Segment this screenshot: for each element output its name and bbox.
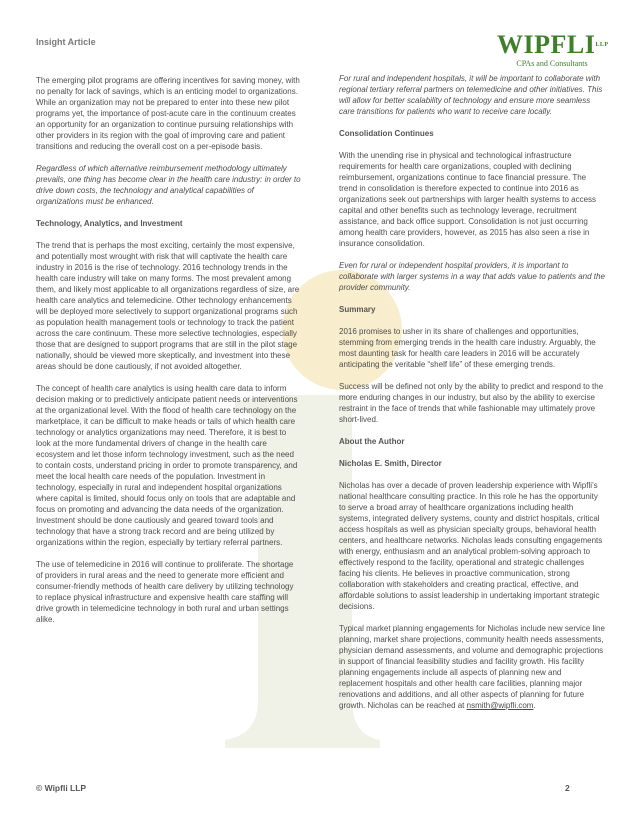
wipfli-logo xyxy=(497,32,607,68)
paragraph: With the unending rise in physical and technological infrastructure requirements for health care organizations, coupled with declining reimbursement, organizations continue to face financial pressure. The trend in consolidation is therefore expected to continue into 2016 as organizations seek out partnerships with larger health systems to access capital and other benefits such as technology leverage, recruitment assistance, and back office support. Consolidation is not just occurring among health care providers, however, as 2015 has also seen a rise in insurance consolidation. xyxy=(339,151,597,248)
section-heading: About the Author xyxy=(339,437,405,446)
paragraph: The concept of health care analytics is using health care data to inform decision making or to predictively anticipate patient needs or interventions at the organizational level. With the flood of health care technology on the marketplace, it can be difficult to make heads or tails of which health care technology or analytics organizations may need. Therefore, it is best to look at the more fundamental drivers of change in the health care ecosystem and let those inform technology investment, such as the need to contain costs, understand pricing in order to promote transparency, and meet the local health care needs of the population. Investment in technology, especially in rural and independent hospital organizations where capital is limited, should focus only on tools that are adaptable and focus on promoting and advancing the data needs of the organization. Investment should be done cautiously and geared toward tools and technology that have a strong track record and are being utilized by organizations within the region, especially by tertiary referral partners. xyxy=(36,384,298,547)
paragraph: The trend that is perhaps the most exciting, certainly the most expensive, and potentially most wrought with risk that will captivate the health care industry in 2016 is the rise of technology. 2016 technology trends in the health care industry will take on many forms. The most prevalent among them, and likely most applicable to all organizations regardless of size, are health care analytics and telemedicine. Other technology enhancements will be deployed more selectively to support organizational programs such as population health management tools or technology to track the patient across the care continuum. These more selective technologies, especially those that are designed to support programs that are still in the pilot stage nationally, should be viewed more skeptically, and investment into these areas should be done cautiously, if not avoided altogether. xyxy=(36,241,300,371)
author-email-link[interactable]: nsmith@wipfli.com xyxy=(466,701,534,710)
italic-paragraph: Regardless of which alternative reimbursement methodology ultimately prevails, one thing has become clear in the health care industry: in order to drive down costs, the technology and analytical capabilities of organizations must be enhanced. xyxy=(36,164,301,206)
paragraph: 2016 promises to usher in its share of challenges and opportunities, stemming from emerging trends in the health care industry. Arguably, the most daunting task for health care leaders in 2016 will be accurately anticipating the veritable “shelf life” of these emerging trends. xyxy=(339,327,596,369)
italic-paragraph: Even for rural or independent hospital providers, it is important to collaborate with larger systems in a way that adds value to patients and the provider community. xyxy=(339,261,605,292)
logo-wordmark: WIPFLI xyxy=(497,30,596,59)
paragraph: The emerging pilot programs are offering incentives for saving money, with no penalty for lack of savings, which is an enticing model to organizations. While an organization may not be prepared to enter into these new pilot programs yet, the importance of post-acute care in the continuum creates an opportunity for an organization to continue pursuing relationships with other providers in its region with the goal of improving care and patient transitions and reducing the overall cost on a per-episode basis. xyxy=(36,76,300,151)
left-column xyxy=(36,75,302,636)
footer-copyright: © Wipfli LLP xyxy=(36,783,87,793)
paragraph: Success will be defined not only by the ability to predict and respond to the more enduring changes in our industry, but also by the ability to exercise restraint in the face of trends that while fashionable may ultimately prove short-lived. xyxy=(339,382,604,424)
logo-tagline: CPAs and Consultants xyxy=(516,59,588,68)
section-heading: Consolidation Continues xyxy=(339,129,434,138)
author-name: Nicholas E. Smith, Director xyxy=(339,459,442,468)
italic-paragraph: For rural and independent hospitals, it will be important to collaborate with regional tertiary referral partners on telemedicine and other initiatives. This will allow for better scalability of technology and ensure more seamless care transitions for patients who want to receive care locally. xyxy=(339,74,603,116)
paragraph-text: Typical market planning engagements for Nicholas include new service line planning, market share projections, community health needs assessments, physician demand assessments, and volume and demographic projections in support of financial feasibility studies and facility growth. His facility planning engagements include all aspects of planning new and replacement hospitals and other health care facilities, planning major renovations and additions, and all other aspects of planning for future growth. Nicholas can be reached at xyxy=(339,624,605,710)
right-column xyxy=(339,73,605,722)
paragraph-end: . xyxy=(533,701,536,710)
paragraph: Nicholas has over a decade of proven leadership experience with Wipfli’s national healthcare consulting practice. In this role he has the opportunity to serve a broad array of healthcare organizations including health systems, integrated delivery systems, county and district hospitals, critical access hospitals as well as physician specialty groups, behavioral health centers, and healthcare networks. Nicholas leads consulting engagements with energy, enthusiasm and an analytical problem-solving approach to effectively respond to the facility, operational and strategic challenges facing his clients. He believes in proactive communication, strong collaboration with stakeholders and creating practical, effective, and affordable solutions to assist leadership in undertaking important strategic decisions. xyxy=(339,481,603,611)
logo-llp: LLP xyxy=(595,42,609,48)
paragraph: The use of telemedicine in 2016 will continue to proliferate. The shortage of providers in rural areas and the need to generate more efficient and consumer-friendly methods of health care delivery by utilizing technology to replace physical infrastructure and expensive health care staffing will drive growth in telemedicine technology in both rural and urban settings alike. xyxy=(36,560,294,624)
section-heading: Summary xyxy=(339,305,376,314)
section-heading: Technology, Analytics, and Investment xyxy=(36,219,183,228)
paragraph xyxy=(339,623,605,711)
page-number: 2 xyxy=(565,783,570,793)
article-type-label: Insight Article xyxy=(36,37,96,47)
